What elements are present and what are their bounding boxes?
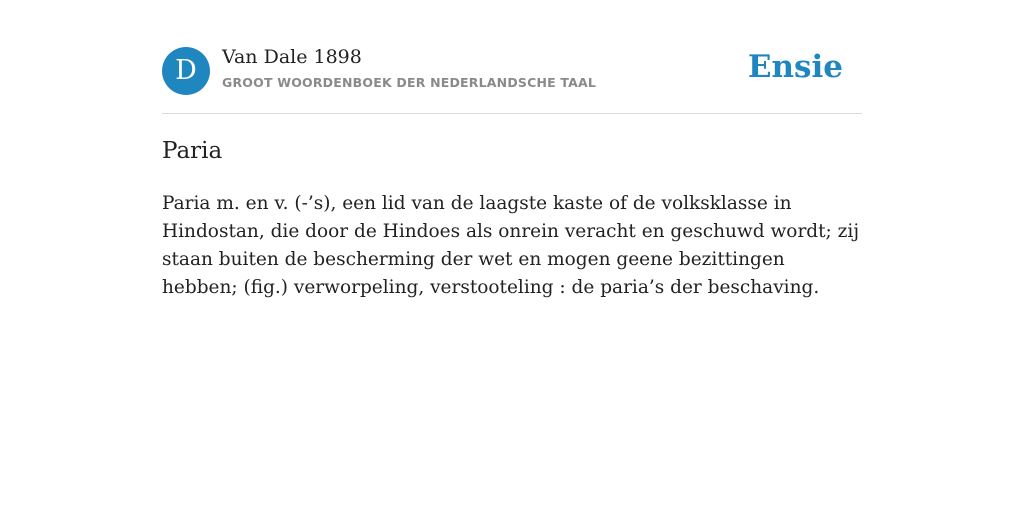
entry-headword: Paria (162, 138, 223, 164)
entry-header (162, 0, 862, 114)
source-logo (162, 47, 210, 95)
entry-card (162, 0, 862, 298)
source-title[interactable]: Van Dale 1898 (222, 46, 362, 68)
entry-definition: Paria m. en v. (-’s), een lid van de laagste kaste of de volksklasse in Hindostan, die door de Hindoes als onrein veracht en geschuwd wordt; zij staan buiten de bescherming der wet en mogen geene bezittingen hebben; (fig.) verworpeling, verstooteling : de paria’s der beschaving. (162, 193, 860, 298)
source-logo-letter: D (175, 55, 197, 86)
source-subtitle: GROOT WOORDENBOEK DER NEDERLANDSCHE TAAL (222, 75, 597, 90)
ensie-logo-link[interactable]: Ensie (747, 49, 843, 85)
